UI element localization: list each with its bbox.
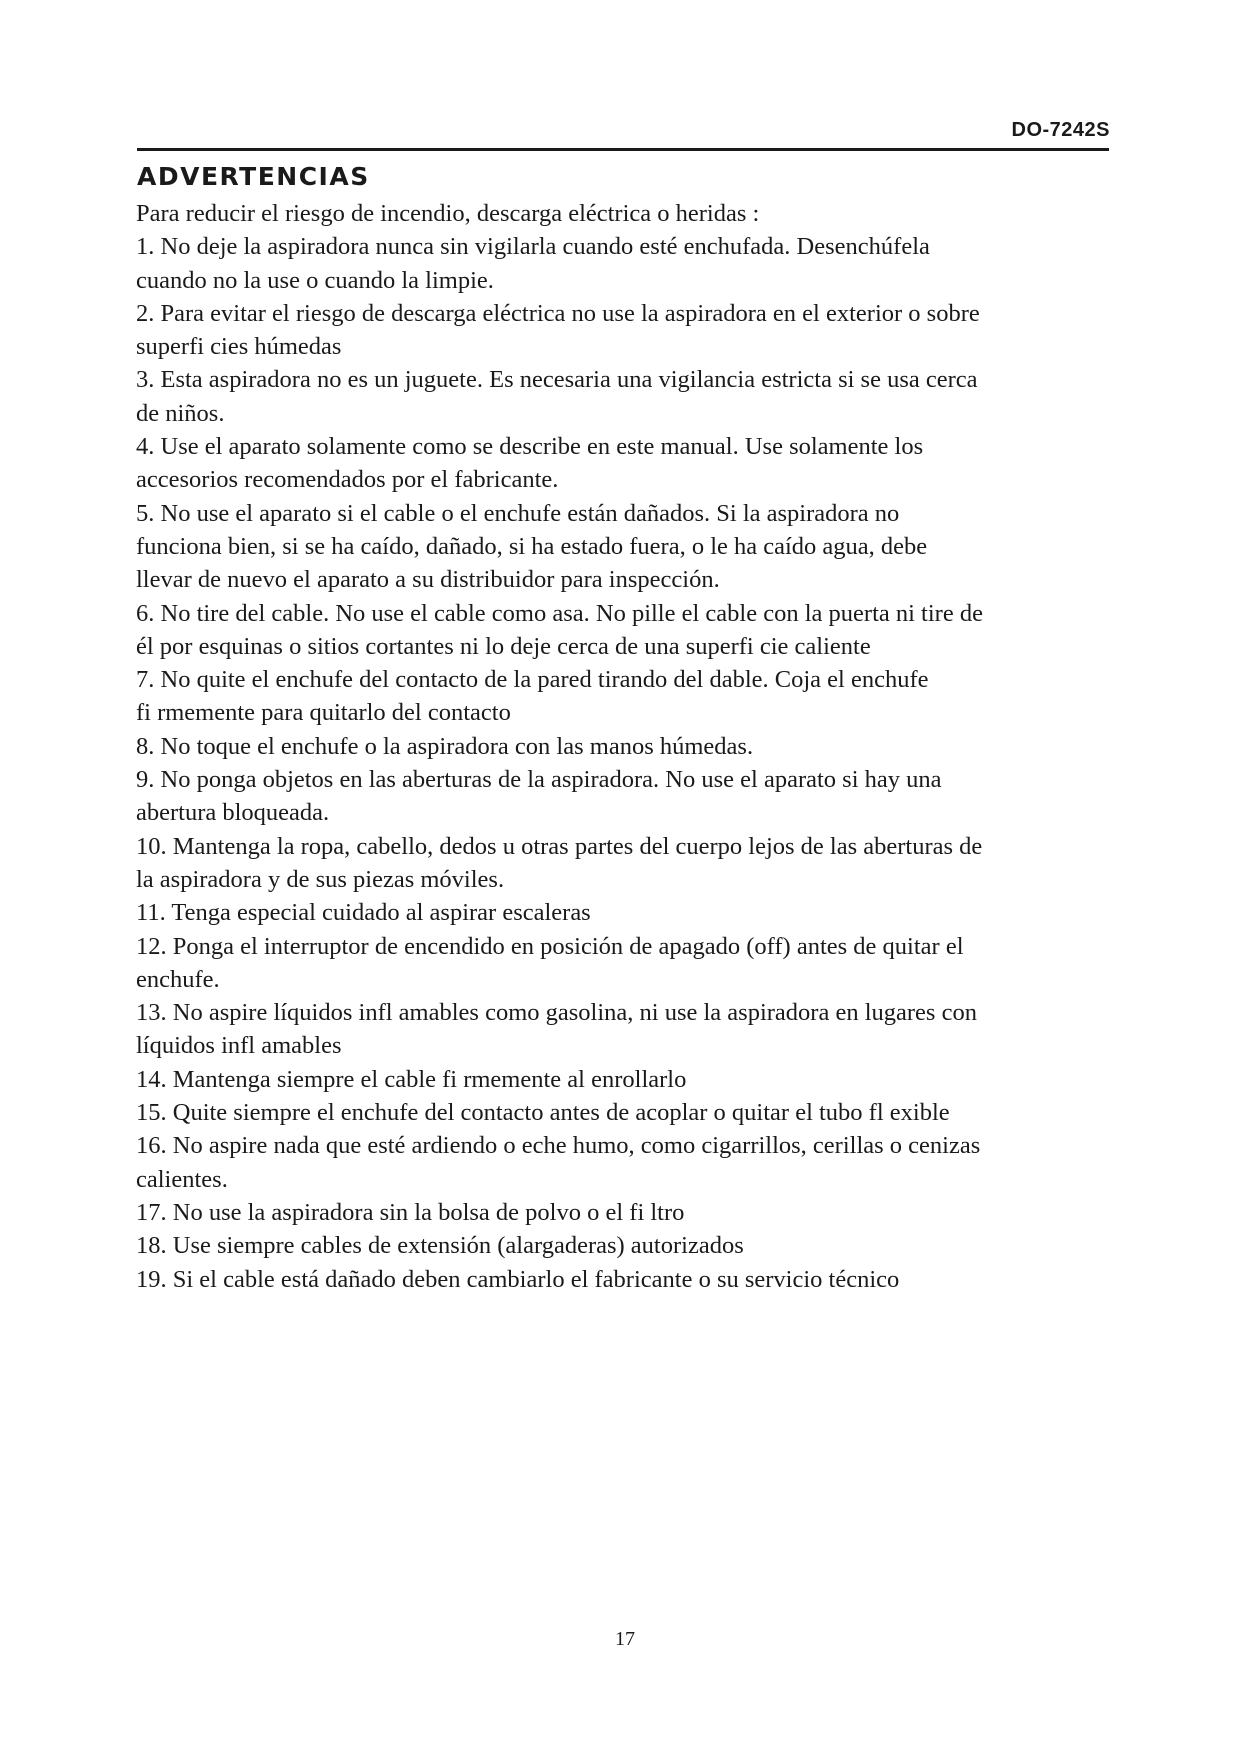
- warning-1-line-1: 1. No deje la aspiradora nunca sin vigilarla cuando esté enchufada. Desenchúfela: [136, 233, 930, 261]
- warning-9-line-1: 9. No ponga objetos en las aberturas de la aspiradora. No use el aparato si hay una: [136, 766, 942, 794]
- warning-16-line-1: 16. No aspire nada que esté ardiendo o eche humo, como cigarrillos, cerillas o cenizas: [136, 1132, 981, 1160]
- warning-5-line-2: funciona bien, si se ha caído, dañado, si ha estado fuera, o le ha caído agua, debe: [136, 532, 928, 560]
- warning-10-line-1: 10. Mantenga la ropa, cabello, dedos u otras partes del cuerpo lejos de las aberturas de: [136, 832, 983, 860]
- warning-1-line-2: cuando no la use o cuando la limpie.: [136, 266, 494, 294]
- warning-4-line-2: accesorios recomendados por el fabricante.: [136, 466, 559, 494]
- warning-14-line-1: 14. Mantenga siempre el cable fi rmemente al enrollarlo: [136, 1065, 687, 1093]
- warning-13-line-2: líquidos infl amables: [136, 1032, 342, 1060]
- warning-7-line-1: 7. No quite el enchufe del contacto de la pared tirando del dable. Coja el enchufe: [136, 666, 929, 694]
- warning-16-line-2: calientes.: [136, 1165, 228, 1193]
- warning-10-line-2: la aspiradora y de sus piezas móviles.: [136, 865, 505, 893]
- warning-18-line-1: 18. Use siempre cables de extensión (alargaderas) autorizados: [136, 1232, 744, 1260]
- warning-5-line-3: llevar de nuevo el aparato a su distribuidor para inspección.: [136, 566, 720, 594]
- model-code: DO-7242S: [1011, 119, 1110, 141]
- section-title: ADVERTENCIAS: [137, 162, 370, 191]
- warning-6-line-2: él por esquinas o sitios cortantes ni lo deje cerca de una superfi cie caliente: [136, 632, 871, 660]
- warning-11-line-1: 11. Tenga especial cuidado al aspirar escaleras: [136, 899, 591, 927]
- header-rule: [137, 148, 1109, 151]
- warning-13-line-1: 13. No aspire líquidos infl amables como gasolina, ni use la aspiradora en lugares con: [136, 999, 977, 1027]
- warning-6-line-1: 6. No tire del cable. No use el cable como asa. No pille el cable con la puerta ni tire de: [136, 599, 983, 627]
- warning-2-line-1: 2. Para evitar el riesgo de descarga eléctrica no use la aspiradora en el exterior o sobre: [136, 299, 980, 327]
- warning-3-line-1: 3. Esta aspiradora no es un juguete. Es necesaria una vigilancia estricta si se usa cerca: [136, 366, 978, 394]
- warning-12-line-1: 12. Ponga el interruptor de encendido en posición de apagado (off) antes de quitar el: [136, 932, 964, 960]
- intro-text: Para reducir el riesgo de incendio, descarga eléctrica o heridas :: [136, 200, 760, 227]
- warning-7-line-2: fi rmemente para quitarlo del contacto: [136, 699, 511, 727]
- warning-5-line-1: 5. No use el aparato si el cable o el enchufe están dañados. Si la aspiradora no: [136, 499, 900, 527]
- warning-19-line-1: 19. Si el cable está dañado deben cambiarlo el fabricante o su servicio técnico: [136, 1265, 900, 1293]
- warning-4-line-1: 4. Use el aparato solamente como se describe en este manual. Use solamente los: [136, 433, 924, 461]
- warning-2-line-2: superfi cies húmedas: [136, 333, 342, 361]
- page-number: 17: [615, 1628, 635, 1650]
- warning-9-line-2: abertura bloqueada.: [136, 799, 330, 827]
- warning-17-line-1: 17. No use la aspiradora sin la bolsa de polvo o el fi ltro: [136, 1198, 685, 1226]
- warning-15-line-1: 15. Quite siempre el enchufe del contacto antes de acoplar o quitar el tubo fl exible: [136, 1099, 950, 1127]
- warning-12-line-2: enchufe.: [136, 965, 220, 993]
- warning-3-line-2: de niños.: [136, 399, 225, 427]
- warning-8-line-1: 8. No toque el enchufe o la aspiradora con las manos húmedas.: [136, 732, 754, 760]
- warnings-body: [136, 197, 1126, 1296]
